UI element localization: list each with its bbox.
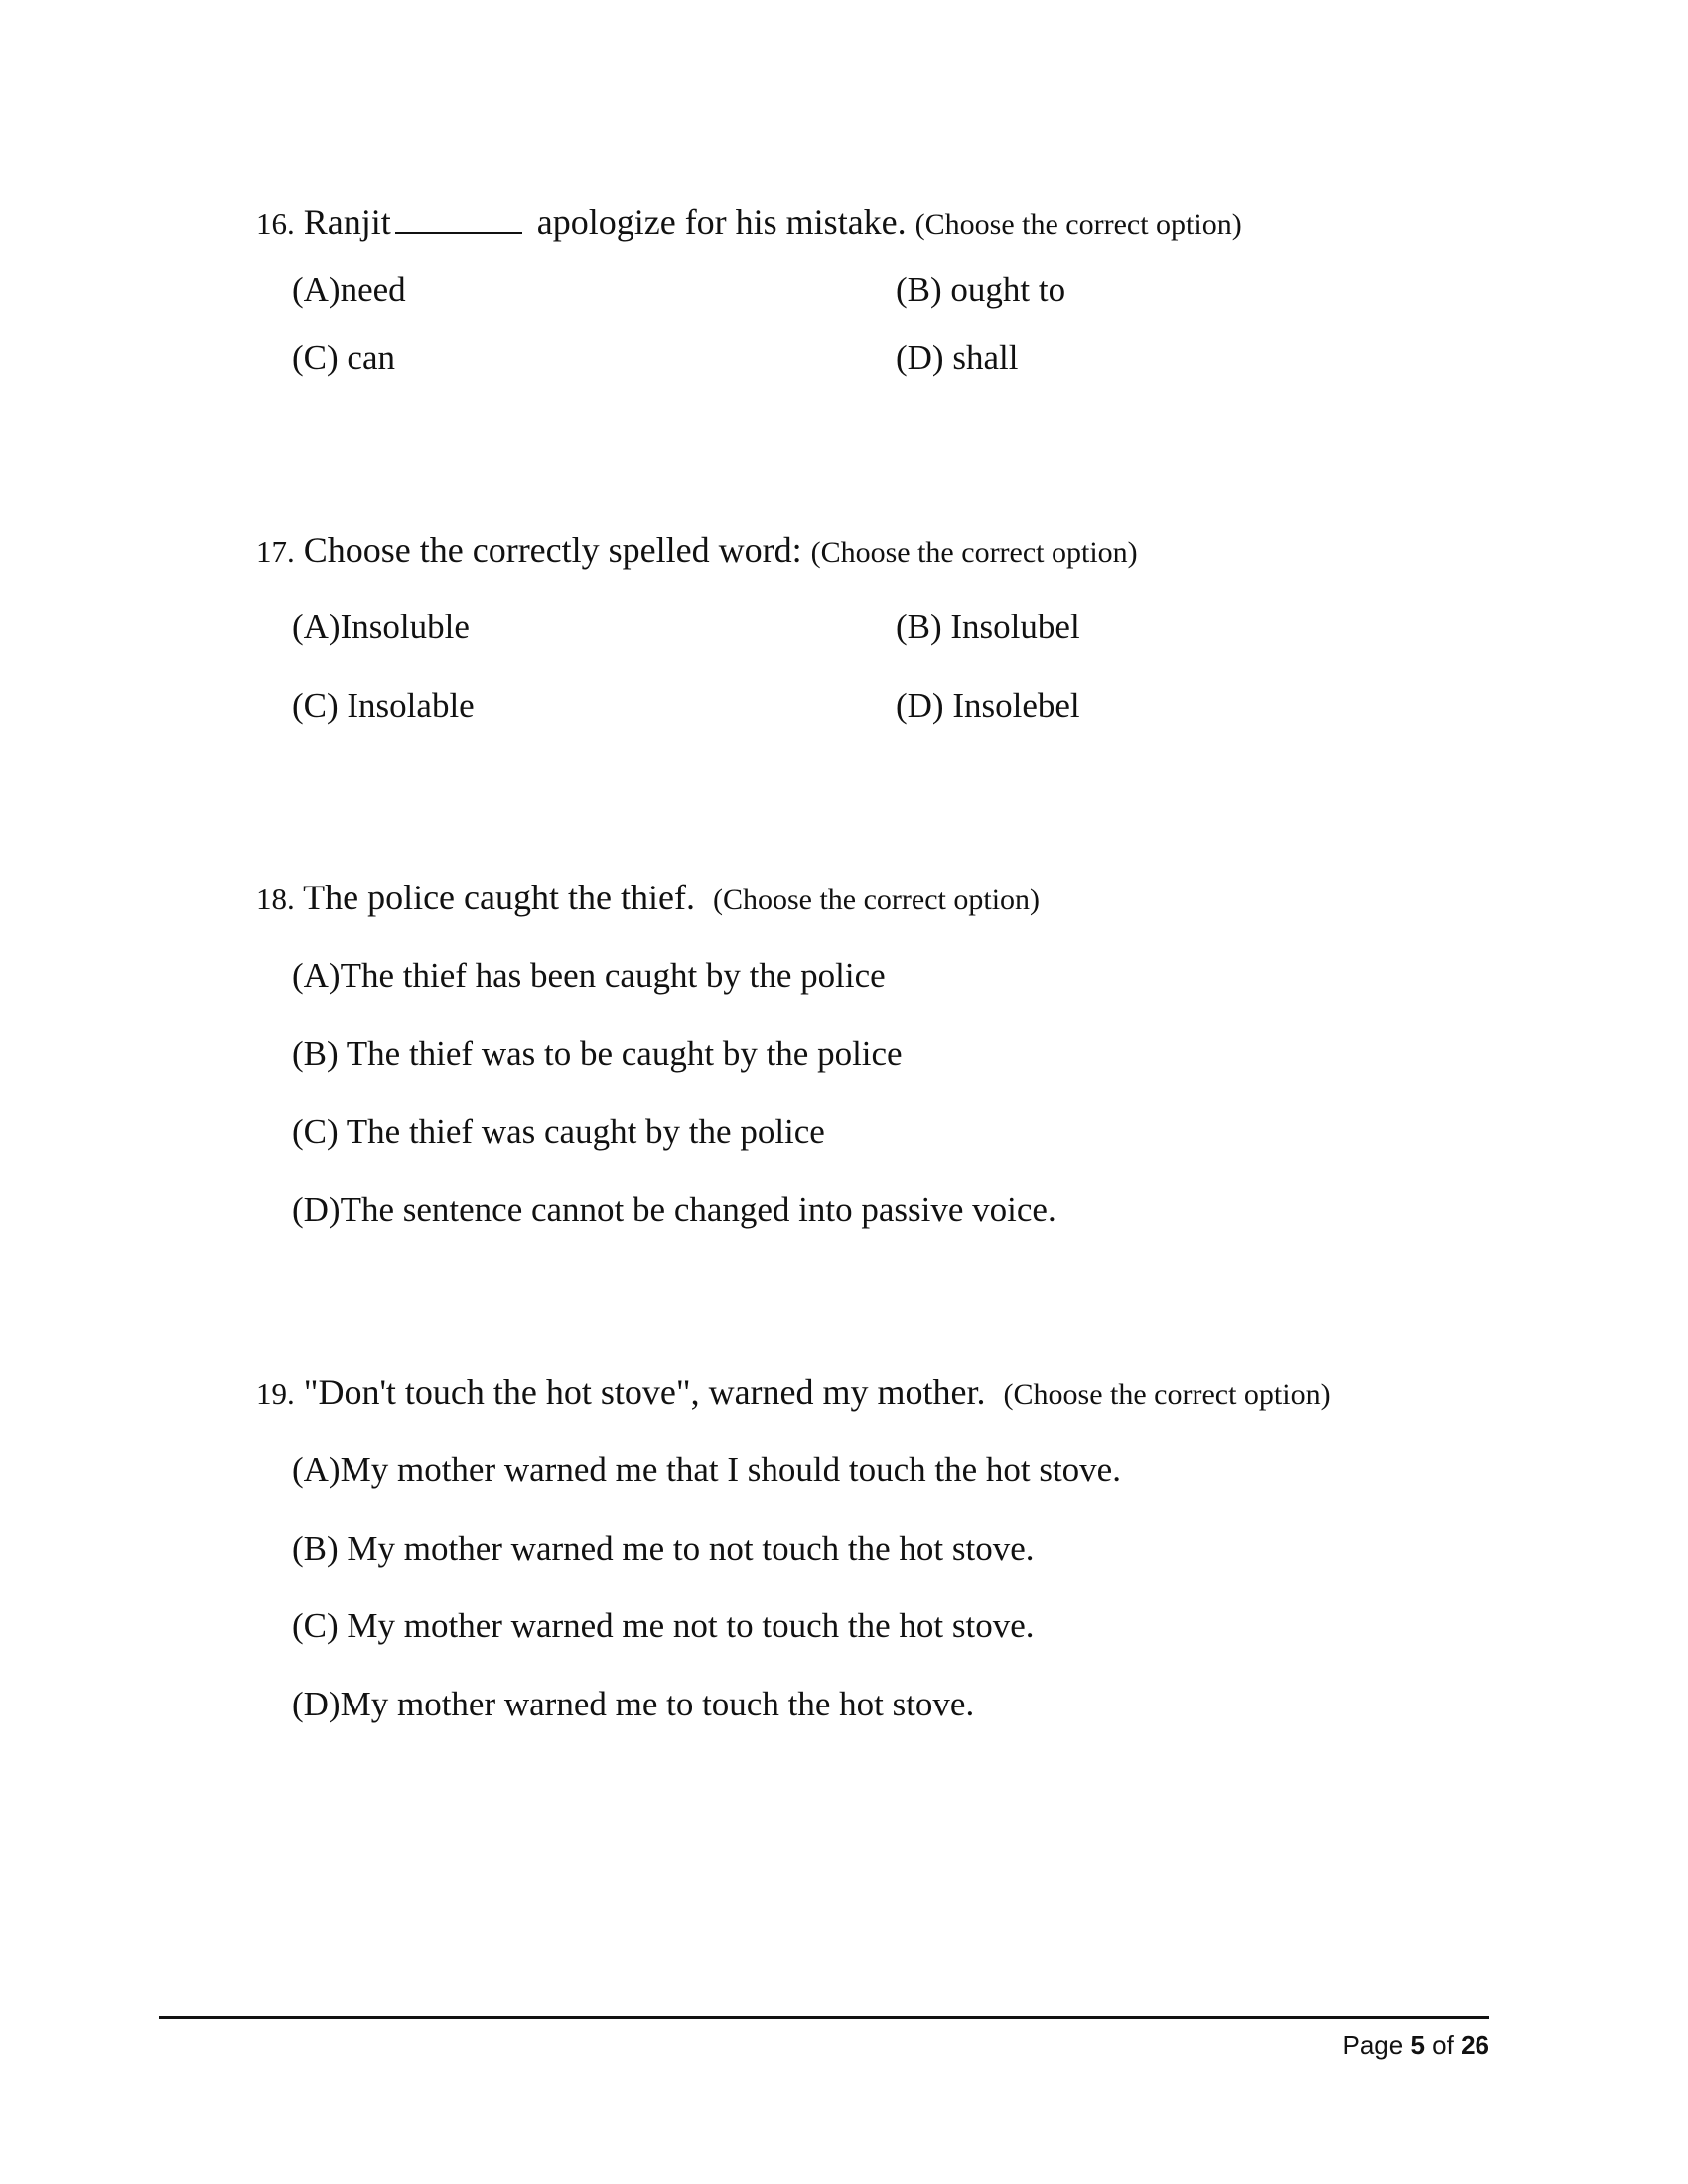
option-17-c (292, 684, 475, 728)
page-number (1340, 2027, 1489, 2063)
option-text: Insoluble (340, 608, 470, 646)
question-text-start: Ranjit (303, 203, 391, 242)
option-letter: (A) (292, 1450, 341, 1489)
page-current: 5 (1410, 2030, 1425, 2060)
question-number: 17. (256, 534, 295, 569)
option-letter: (A) (292, 956, 341, 995)
option-18-c (292, 1110, 825, 1154)
option-text: The sentence cannot be changed into passive voice. (340, 1190, 1056, 1229)
question-text-end: apologize for his mistake. (536, 203, 907, 242)
option-18-d (292, 1188, 1056, 1232)
option-18-b (292, 1032, 903, 1076)
question-hint: (Choose the correct option) (914, 208, 1242, 241)
question-number: 18. (256, 882, 295, 916)
question-hint: (Choose the correct option) (810, 536, 1138, 569)
option-18-a (292, 954, 886, 998)
page-total: 26 (1461, 2030, 1489, 2060)
option-text: can (347, 339, 395, 377)
option-17-b (896, 606, 1080, 649)
question-text: Choose the correctly spelled word: (303, 530, 802, 570)
question-number: 19. (256, 1376, 295, 1411)
option-text: need (340, 270, 406, 309)
option-text: Insolebel (952, 686, 1080, 725)
option-text: My mother warned me to touch the hot stove. (340, 1685, 975, 1723)
option-16-a (292, 268, 406, 312)
option-text: Insolubel (950, 608, 1080, 646)
option-19-c (292, 1604, 1035, 1648)
option-letter: (A) (292, 270, 341, 309)
option-16-d (896, 337, 1018, 380)
option-text: ought to (950, 270, 1066, 309)
option-17-d (896, 684, 1080, 728)
option-text: The thief has been caught by the police (340, 956, 886, 995)
option-text: Insolable (347, 686, 475, 725)
option-17-a (292, 606, 470, 649)
option-text: My mother warned me not to touch the hot stove. (347, 1606, 1035, 1645)
answer-blank (395, 205, 522, 234)
option-text: The thief was to be caught by the police (346, 1034, 903, 1073)
question-18 (256, 876, 1040, 922)
question-number: 16. (256, 206, 295, 241)
option-letter: (D) (896, 339, 944, 377)
option-19-b (292, 1527, 1035, 1570)
option-letter: (B) (292, 1529, 339, 1568)
option-letter: (C) (292, 1606, 339, 1645)
option-text: shall (952, 339, 1019, 377)
page-of: of (1432, 2030, 1454, 2060)
question-text: "Don't touch the hot stove", warned my mother. (303, 1372, 986, 1412)
option-letter: (C) (292, 686, 339, 725)
option-letter: (A) (292, 608, 341, 646)
option-text: My mother warned me to not touch the hot stove. (347, 1529, 1035, 1568)
option-letter: (B) (896, 270, 942, 309)
option-text: The thief was caught by the police (346, 1112, 825, 1151)
footer-divider (159, 2016, 1489, 2019)
page-prefix: Page (1342, 2030, 1404, 2060)
question-text: The police caught the thief. (303, 878, 695, 917)
option-letter: (D) (292, 1190, 341, 1229)
option-16-b (896, 268, 1065, 312)
option-19-a (292, 1448, 1121, 1492)
option-text: My mother warned me that I should touch the hot stove. (340, 1450, 1121, 1489)
option-letter: (B) (292, 1034, 339, 1073)
option-letter: (C) (292, 339, 339, 377)
option-19-d (292, 1683, 974, 1726)
option-letter: (D) (292, 1685, 341, 1723)
question-hint: (Choose the correct option) (1003, 1378, 1331, 1411)
option-letter: (B) (896, 608, 942, 646)
question-hint: (Choose the correct option) (712, 884, 1041, 916)
question-16 (256, 201, 1242, 247)
option-letter: (D) (896, 686, 944, 725)
option-16-c (292, 337, 395, 380)
option-letter: (C) (292, 1112, 339, 1151)
question-19 (256, 1370, 1331, 1417)
question-17 (256, 528, 1138, 575)
